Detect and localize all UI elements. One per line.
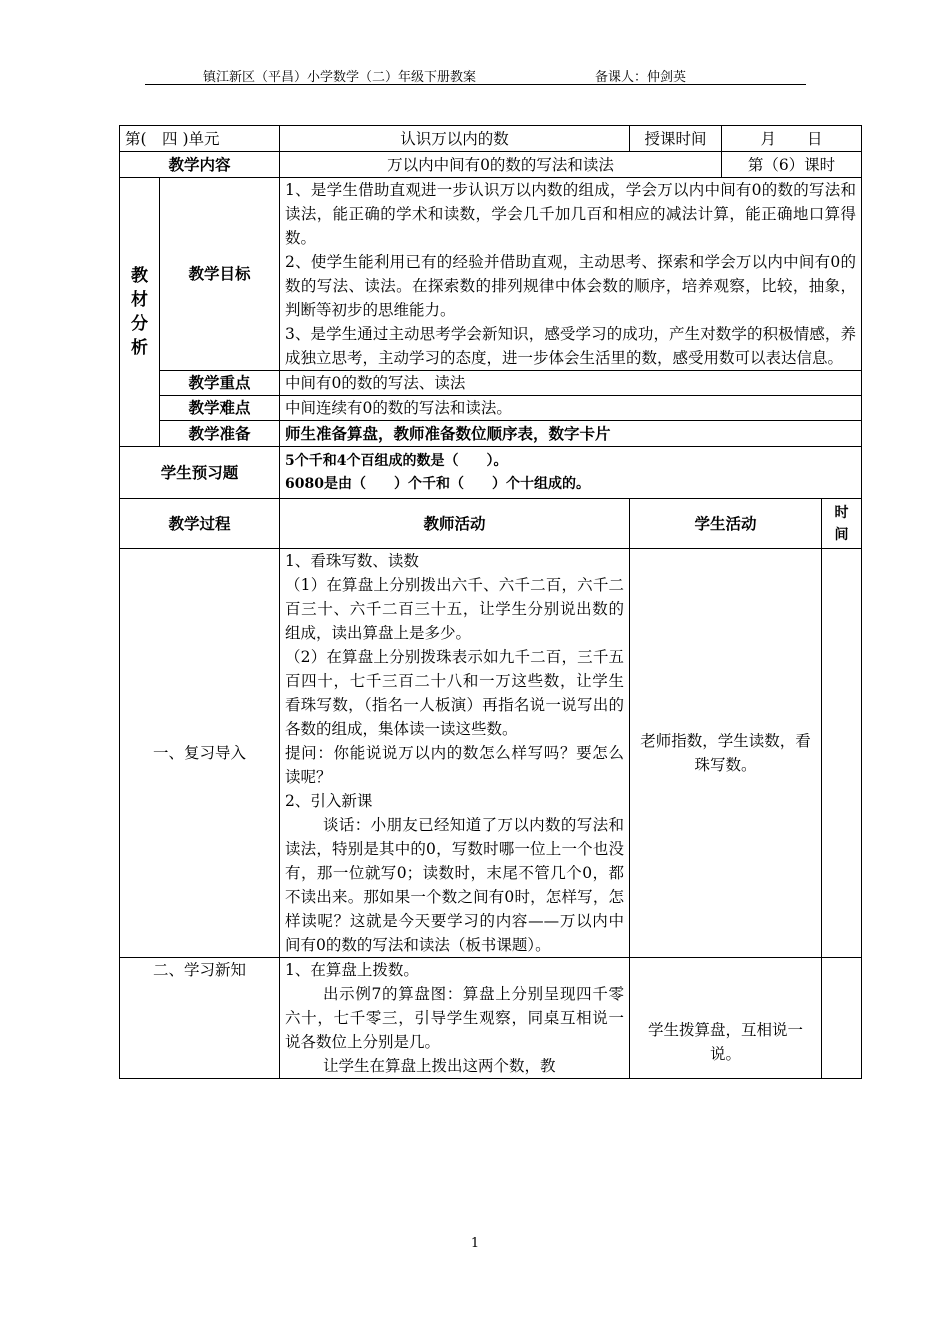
- preview-question: 5个千和4个百组成的数是（ ）。: [285, 452, 508, 469]
- goals-label: 教学目标: [160, 178, 280, 371]
- preview-row: [120, 447, 862, 499]
- prep-label: 教学准备: [160, 421, 280, 447]
- stage-new-time: [822, 958, 862, 1079]
- analysis-label: 教 材 分 析: [120, 178, 160, 447]
- stage-review-row: [120, 549, 862, 958]
- prep-row: [120, 421, 862, 447]
- teacher-step: 提问：你能说说万以内的数怎么样写吗？要怎么读呢？: [285, 744, 624, 786]
- stage-review-name: 一、复习导入: [120, 549, 280, 958]
- difficult-row: [120, 396, 862, 421]
- content-row: [120, 152, 862, 178]
- stage-new-teacher: [280, 958, 630, 1079]
- unit-cell: 第( 四 )单元: [120, 126, 280, 152]
- teacher-step: 1、看珠写数、读数: [285, 552, 419, 570]
- stage-review-teacher: [280, 549, 630, 958]
- process-header-row: [120, 499, 862, 549]
- teacher-header: 教师活动: [280, 499, 630, 549]
- stage-review-time: [822, 549, 862, 958]
- time-header: 时 间: [822, 499, 862, 549]
- teacher-step: 出示例7的算盘图：算盘上分别呈现四千零六十，七千零三，引导学生观察，同桌互相说一说各数位上分别是几。: [285, 985, 624, 1051]
- date-cell: 月 日: [722, 126, 862, 152]
- goal-item: 1、是学生借助直观进一步认识万以内数的组成，学会万以内中间有0的数的写法和读法，能正确的学术和读数，学会几千加几百和相应的减法计算，能正确地口算得数。: [285, 181, 857, 247]
- teacher-step: 让学生在算盘上拨出这两个数，教: [323, 1057, 556, 1075]
- time-label-cell: 授课时间: [630, 126, 722, 152]
- header-title: 镇江新区（平昌）小学数学（二）年级下册教案: [203, 70, 477, 85]
- teacher-step: 1、在算盘上拨数。: [285, 961, 419, 979]
- teacher-step: 谈话：小朋友已经知道了万以内数的写法和读法，特别是其中的0，写数时哪一位上一个也没有，那一位就写0；读数时，末尾不管几个0，都不读出来。那如果一个数之间有0时，怎样写，怎样读呢？这就是今天要学习的内容——万以内中间有0的数的写法和读法（板书课题）。: [285, 816, 624, 954]
- key-label: 教学重点: [160, 371, 280, 396]
- header-author: 备课人：仲剑英: [595, 70, 687, 85]
- content-value: 万以内中间有0的数的写法和读法: [280, 152, 722, 178]
- difficult-label: 教学难点: [160, 396, 280, 421]
- page-number: 1: [470, 1236, 480, 1251]
- goals-row: [120, 178, 862, 371]
- key-row: [120, 371, 862, 396]
- process-header: 教学过程: [120, 499, 280, 549]
- topic-cell: 认识万以内的数: [280, 126, 630, 152]
- lesson-plan-table: [119, 125, 862, 1079]
- teacher-step: 2、引入新课: [285, 792, 373, 810]
- goal-item: 2、使学生能利用已有的经验并借助直观，主动思考、探索和学会万以内中间有0的数的写法、读法。在探索数的排列规律中体会数的顺序，培养观察，比较，抽象，判断等初步的思维能力。: [285, 253, 857, 319]
- goals-content: [280, 178, 862, 371]
- stage-new-name: 二、学习新知: [120, 958, 280, 1079]
- stage-review-student: 老师指数，学生读数，看珠写数。: [630, 549, 822, 958]
- difficult-content: 中间连续有0的数的写法和读法。: [280, 396, 862, 421]
- student-header: 学生活动: [630, 499, 822, 549]
- key-content: 中间有0的数的写法、读法: [280, 371, 862, 396]
- goal-item: 3、是学生通过主动思考学会新知识，感受学习的成功，产生对数学的积极情感，养成独立思考，主动学习的态度，进一步体会生活里的数，感受用数可以表达信息。: [285, 325, 857, 367]
- lesson-number: 第（6）课时: [722, 152, 862, 178]
- content-label: 教学内容: [120, 152, 280, 178]
- teacher-step: （2）在算盘上分别拨珠表示如九千二百，三千五百四十，七千三百二十八和一万这些数，让学生看珠写数，（指名一人板演）再指名说一说写出的各数的组成，集体读一读这些数。: [285, 648, 624, 738]
- prep-content: 师生准备算盘，教师准备数位顺序表，数字卡片: [280, 421, 862, 447]
- preview-content: [280, 447, 862, 499]
- teacher-step: （1）在算盘上分别拨出六千、六千二百，六千二百三十、六千二百三十五，让学生分别说出数的组成，读出算盘上是多少。: [285, 576, 624, 642]
- stage-new-row: [120, 958, 862, 1079]
- preview-label: 学生预习题: [120, 447, 280, 499]
- preview-question: 6080是由（ ）个千和（ ）个十组成的。: [285, 475, 590, 492]
- page-header: [145, 66, 806, 85]
- stage-new-student: 学生拨算盘，互相说一说。: [630, 958, 822, 1079]
- unit-row: [120, 126, 862, 152]
